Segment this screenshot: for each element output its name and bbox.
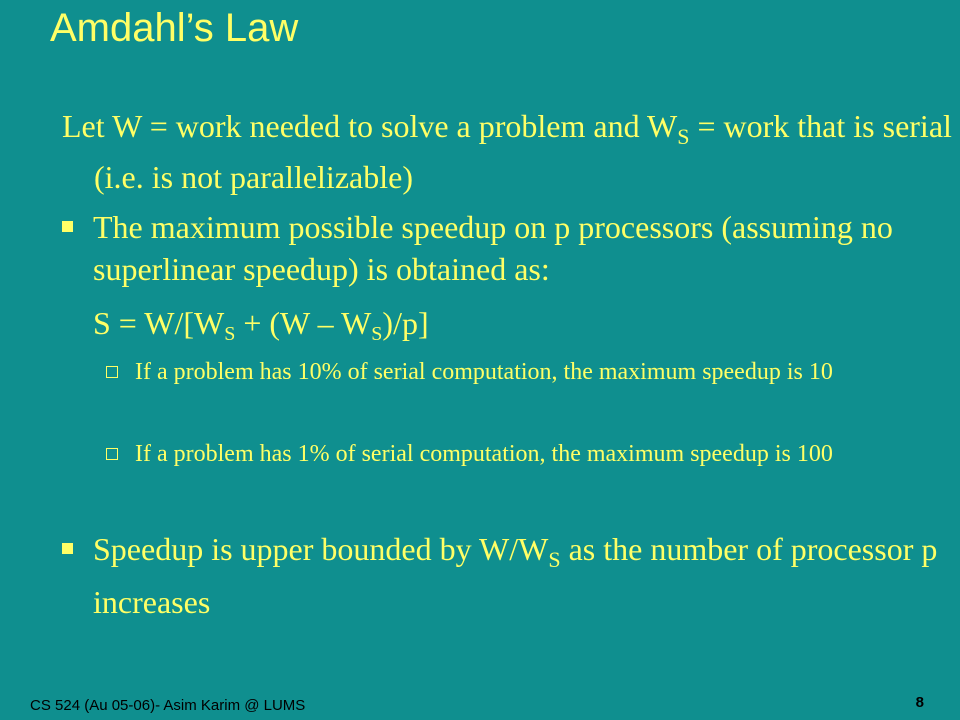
subbullet-text: If a problem has 10% of serial computation, the maximum speedup is 10 [135, 359, 833, 385]
upper-bound-suffix: as the number of processor p increases [93, 531, 938, 620]
bullet-speedup-definition [62, 206, 953, 290]
formula-part2: + (W – W [235, 305, 372, 341]
intro-subscript: S [677, 124, 690, 149]
bullet-upper-bound [62, 528, 953, 623]
subbullet-1-percent [106, 438, 935, 471]
upper-bound-prefix: Speedup is upper bounded by W/W [93, 531, 549, 567]
intro-suffix: = work that is serial (i.e. is not parallelizable) [94, 108, 952, 195]
upper-bound-subscript: S [548, 547, 561, 572]
subbullet-10-percent [106, 356, 935, 389]
square-bullet-icon [62, 543, 73, 554]
square-bullet-icon [62, 221, 73, 232]
page-number: 8 [915, 694, 924, 711]
intro-paragraph [62, 106, 954, 198]
footer-text: CS 524 (Au 05-06)- Asim Karim @ LUMS [30, 697, 306, 714]
subbullet-text: If a problem has 1% of serial computation, the maximum speedup is 100 [135, 441, 833, 467]
slide-title: Amdahl’s Law [50, 6, 299, 50]
formula-subscript-1: S [224, 323, 236, 345]
bullet-speedup-text: The maximum possible speedup on p processors (assuming no superlinear speedup) is obtained as: [93, 209, 893, 287]
speedup-formula [93, 302, 429, 355]
formula-part1: S = W/[W [93, 305, 225, 341]
intro-prefix: Let W = work needed to solve a problem and W [62, 108, 678, 144]
formula-part3: )/p] [382, 305, 429, 341]
formula-subscript-2: S [371, 323, 383, 345]
hollow-square-bullet-icon [106, 448, 118, 460]
hollow-square-bullet-icon [106, 366, 118, 378]
